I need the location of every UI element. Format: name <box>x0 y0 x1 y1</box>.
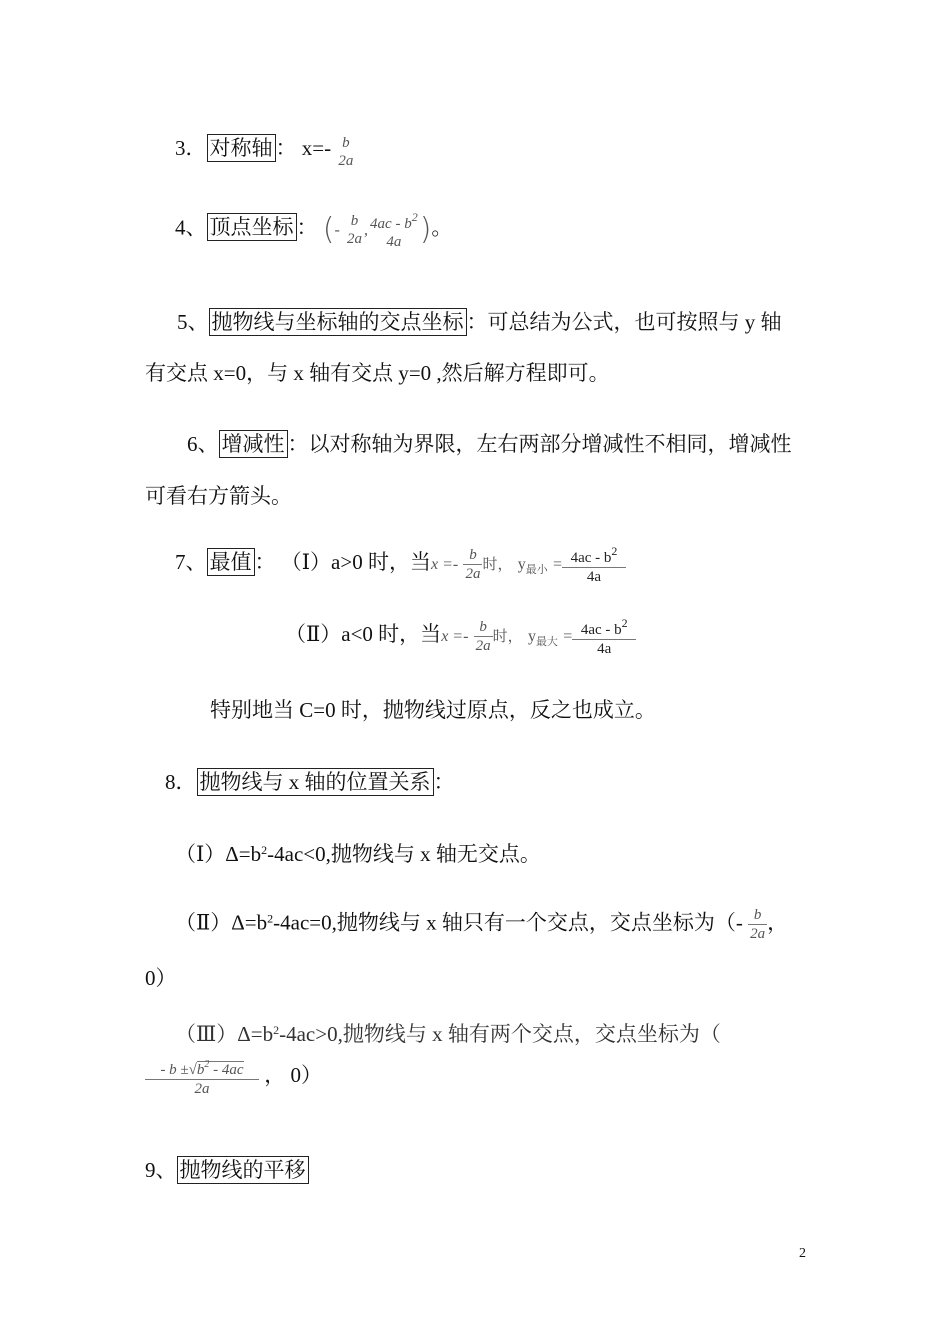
section-8-case-2 <box>175 906 788 943</box>
superscript: 2 <box>261 843 268 857</box>
left-paren: ( <box>322 212 335 247</box>
formula-x: x =- <box>441 627 469 645</box>
section-5 <box>177 306 782 336</box>
section-7-case-2 <box>285 614 636 658</box>
minus-sign: - <box>334 221 340 239</box>
page-number: 2 <box>799 1246 806 1261</box>
case-1-text: （Ⅰ）a>0 时，当 <box>280 549 431 574</box>
superscript: 2 <box>267 911 274 926</box>
section-9 <box>145 1154 309 1184</box>
section-heading-intersections: 抛物线与坐标轴的交点坐标 <box>209 308 467 336</box>
section-8-case-1 <box>175 838 541 868</box>
formula-x: x =- <box>430 555 459 573</box>
fraction-b-over-2a: $\frac{b}{2a}$ <box>750 907 766 942</box>
section-heading-translation: 抛物线的平移 <box>177 1156 309 1184</box>
section-6 <box>187 428 792 458</box>
comma: , <box>364 221 369 239</box>
when-text: 时， <box>492 628 523 645</box>
section-number: 9、 <box>145 1158 177 1182</box>
y-symbol: y <box>517 555 526 573</box>
section-8 <box>165 766 455 796</box>
section-number: 7、 <box>175 549 207 574</box>
colon: ： <box>254 549 276 574</box>
section-heading-extremum: 最值 <box>207 548 255 576</box>
section-7-note: 特别地当 C=0 时，抛物线过原点，反之也成立。 <box>210 698 656 722</box>
y-symbol: y <box>527 627 536 645</box>
subscript-min: 最小 <box>525 563 548 576</box>
section-heading-monotonicity: 增减性 <box>219 430 288 458</box>
colon: ： <box>275 136 297 160</box>
fraction-max-value: $\frac{4ac - b^2}{4a}$ <box>572 614 636 658</box>
section-4 <box>175 208 452 251</box>
fraction-vertex-y: $4ac - b^2$ 4a <box>370 210 418 250</box>
case-text: （Ⅰ）Δ=b <box>175 842 262 866</box>
section-number: 6、 <box>187 432 219 456</box>
colon: ： <box>296 215 318 240</box>
section-heading-symmetry-axis: 对称轴 <box>207 134 276 162</box>
fraction-b-over-2a: $\frac{b}{2a}$ <box>475 618 491 654</box>
section-5-line-2: 有交点 x=0，与 x 轴有交点 y=0 ,然后解方程即可。 <box>145 361 610 385</box>
paragraph-text: ：以对称轴为界限，左右两部分增减性不相同，增减性 <box>287 432 792 456</box>
case-2-text: （Ⅱ）a<0 时，当 <box>285 621 442 646</box>
section-number: 5、 <box>177 310 209 334</box>
colon: ： <box>433 770 455 794</box>
section-number: 3． <box>175 136 207 160</box>
quadratic-formula-fraction: $\frac{- b \pm√b^2 - 4ac}{2a}$ <box>145 1056 259 1098</box>
section-heading-vertex: 顶点坐标 <box>207 213 297 241</box>
case-text: -4ac>0,抛物线与 x 轴有两个交点，交点坐标为（ <box>279 1022 721 1046</box>
formula-x: x=- <box>301 136 332 160</box>
coordinate-end: ， 0） <box>264 1062 322 1087</box>
fraction-b-over-2a: $\frac{b}{2a}$ <box>465 546 481 582</box>
case-text: （Ⅲ）Δ=b <box>175 1022 274 1046</box>
paragraph-text: ：可总结为公式，也可按照与 y 轴 <box>466 310 782 334</box>
when-text: 时， <box>482 556 513 573</box>
subscript-max: 最大 <box>535 635 558 648</box>
case-text: -4ac<0,抛物线与 x 轴无交点。 <box>267 842 541 866</box>
section-number: 8． <box>165 770 197 794</box>
section-heading-x-axis-relation: 抛物线与 x 轴的位置关系 <box>197 768 434 796</box>
fraction-min-value: $\frac{4ac - b^2}{4a}$ <box>562 542 626 586</box>
section-7-case-1 <box>175 542 626 586</box>
superscript: 2 <box>273 1023 280 1037</box>
section-8-case-3-line-2 <box>145 1056 322 1098</box>
case-text: （Ⅱ）Δ=b <box>175 910 268 935</box>
fraction-b-over-2a: b 2a <box>347 212 363 247</box>
right-paren: ) <box>419 212 432 247</box>
equals-sign: = <box>563 627 573 645</box>
section-8-case-3 <box>175 1018 721 1048</box>
comma: ， <box>767 910 789 935</box>
section-number: 4、 <box>175 215 207 240</box>
equals-sign: = <box>552 555 562 573</box>
section-8-case-2-line-2: 0） <box>145 966 177 990</box>
period: 。 <box>431 215 453 240</box>
section-3 <box>175 132 355 170</box>
case-text: -4ac=0,抛物线与 x 轴只有一个交点，交点坐标为（- <box>273 910 743 935</box>
sqrt-icon: √ <box>188 1062 197 1078</box>
fraction-b-over-2a: b 2a <box>338 135 354 169</box>
section-6-line-2: 可看右方箭头。 <box>145 484 292 508</box>
